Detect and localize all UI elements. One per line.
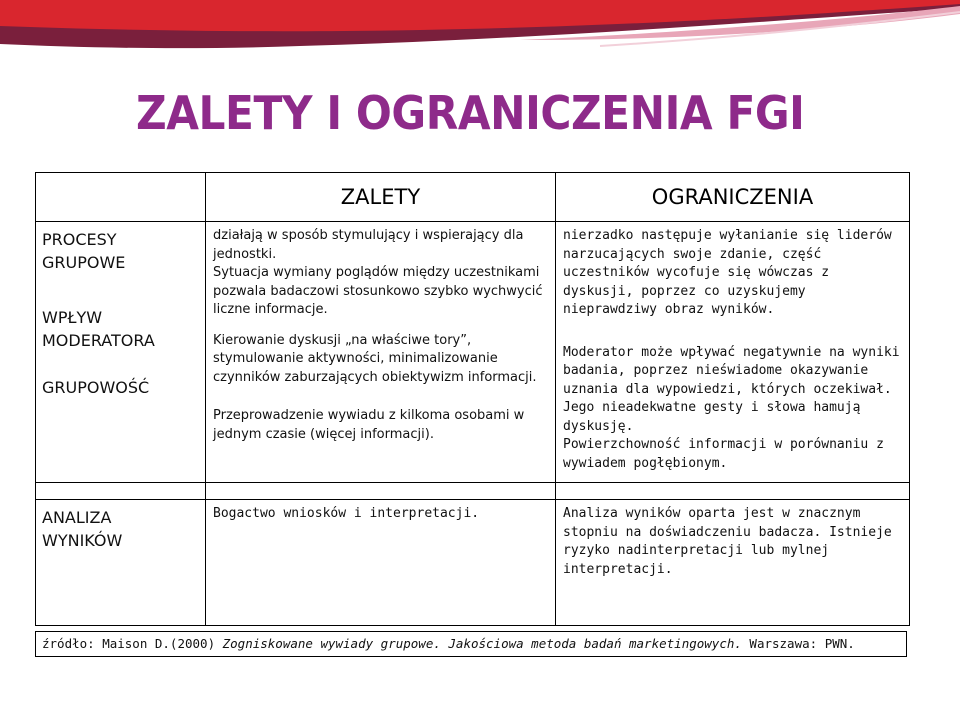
comparison-table [35, 172, 910, 626]
row-labels [36, 222, 206, 483]
label-grupowosc [42, 376, 205, 399]
source-citation [35, 631, 907, 657]
zalety-procesy-2: Sytuacja wymiany poglądów między uczestnikami pozwala badaczowi stosunkowo szybko wychwycić liczne informacje. [213, 265, 543, 317]
slide-title: ZALETY I OGRANICZENIA FGI [136, 86, 805, 140]
spacer-cell [556, 483, 910, 500]
ograniczenia-grupowosc: Powierzchowność informacji w porównaniu z wywiadem pogłębionym. [563, 437, 884, 471]
label-line: PROCESY [42, 230, 117, 249]
decorative-banner [0, 0, 960, 80]
table-spacer-row [36, 483, 910, 500]
label-line: WYNIKÓW [42, 531, 123, 550]
label-line: GRUPOWOŚĆ [42, 378, 150, 397]
zalety-procesy-1: działają w sposób stymulujący i wspierający dla jednostki. [213, 228, 524, 262]
spacer-cell [206, 483, 556, 500]
label-line: MODERATORA [42, 331, 155, 350]
zalety-wplyw: Kierowanie dyskusji „na właściwe tory”, stymulowanie aktywności, minimalizowanie czynników zaburzających obiektywizm informacji. [213, 332, 537, 385]
ograniczenia-procesy: nierzadko następuje wyłanianie się liderów narzucających swoje zdanie, część uczestników wycofuje się wówczas z dyskusji, poprzez co uzyskujemy nieprawdziwy obraz wyników. [563, 228, 892, 317]
ograniczenia-wplyw: Moderator może wpływać negatywnie na wyniki badania, poprzez nieświadome okazywanie uznania dla wypowiedzi, których oczekiwał. Jego nieadekwatne gesty i słowa hamują dyskusję. [563, 344, 900, 434]
table-header-row [36, 173, 910, 222]
ograniczenia-column [556, 222, 910, 483]
label-line: ANALIZA [42, 508, 112, 527]
ograniczenia-analiza: Analiza wyników oparta jest w znacznym stopniu na doświadczeniu badacza. Istnieje ryzyko nadinterpretacji lub mylnej interpretacji. [556, 500, 910, 626]
label-analiza [36, 500, 206, 626]
header-ograniczenia: OGRANICZENIA [556, 173, 910, 222]
table-row-main [36, 222, 910, 483]
label-line: GRUPOWE [42, 253, 126, 272]
header-zalety: ZALETY [206, 173, 556, 222]
zalety-grupowosc: Przeprowadzenie wywiadu z kilkoma osobami w jednym czasie (więcej informacji). [213, 408, 525, 442]
table-row-analiza [36, 500, 910, 626]
header-empty [36, 173, 206, 222]
label-line: WPŁYW [42, 308, 103, 327]
zalety-analiza: Bogactwo wniosków i interpretacji. [206, 500, 556, 626]
source-prefix: źródło: Maison D.(2000) [42, 636, 223, 651]
label-wplyw [42, 306, 205, 352]
label-procesy [42, 228, 205, 274]
spacer-cell [36, 483, 206, 500]
zalety-column [206, 222, 556, 483]
source-suffix: Warszawa: PWN. [741, 636, 855, 651]
source-title: Zogniskowane wywiady grupowe. Jakościowa metoda badań marketingowych. [222, 636, 742, 651]
